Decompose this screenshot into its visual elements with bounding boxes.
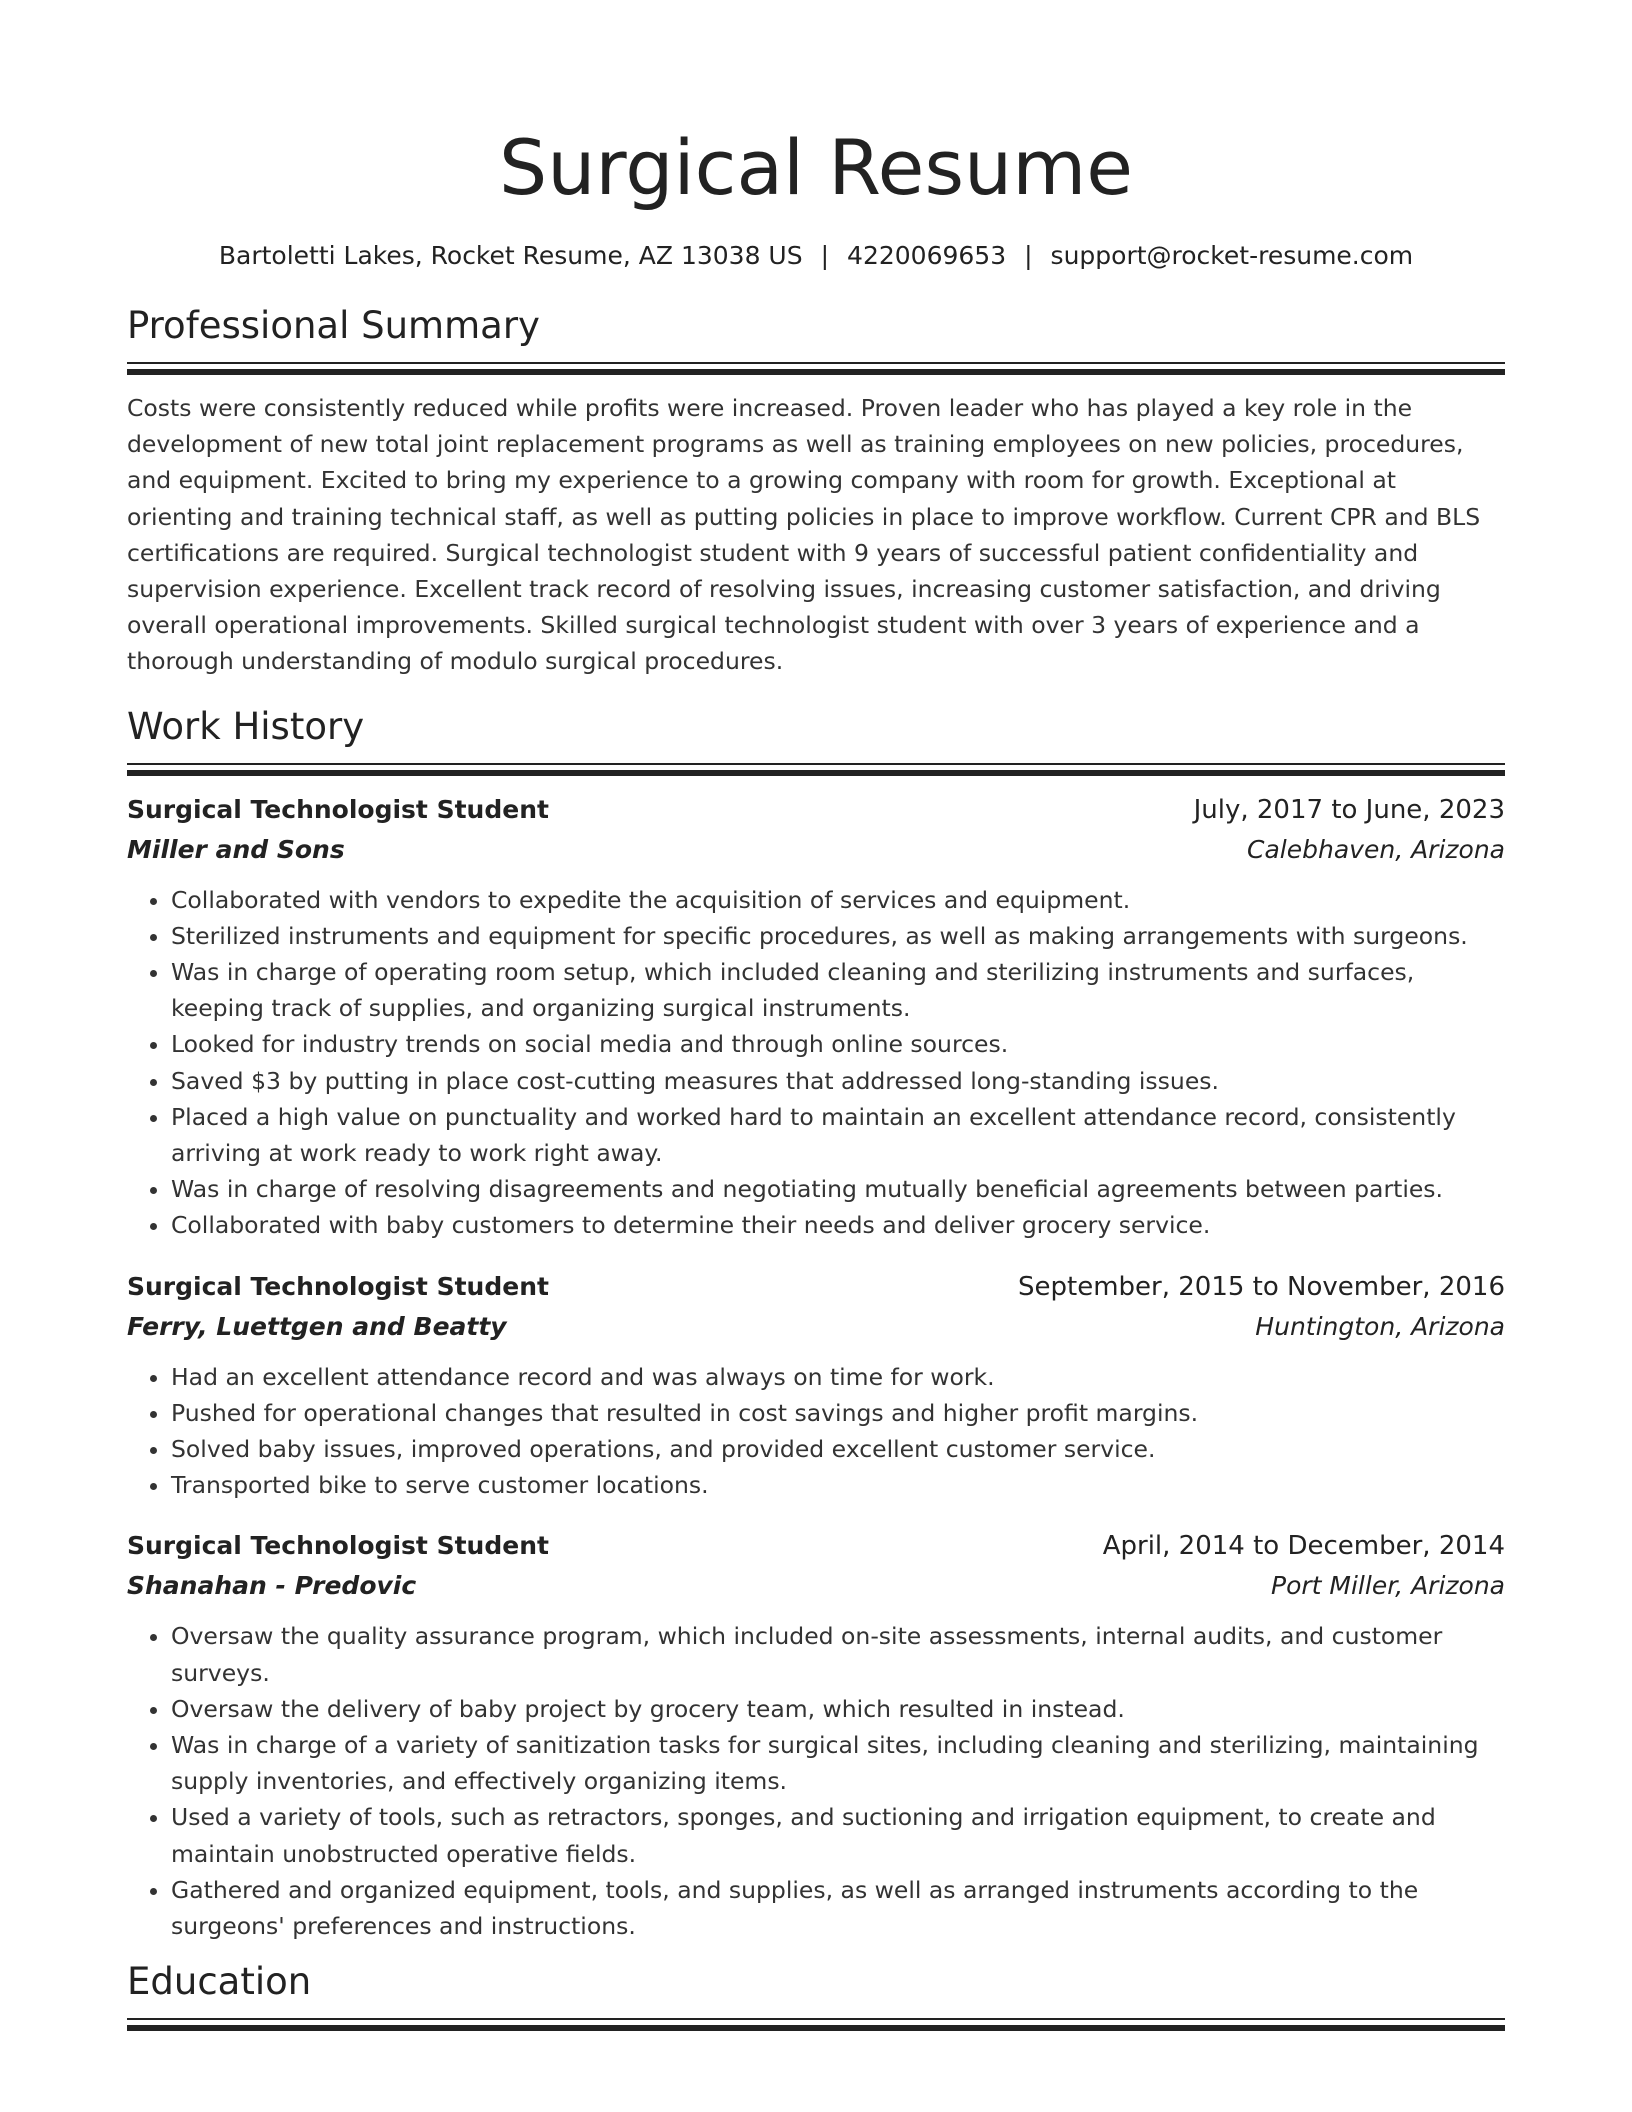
job-company-row [127, 1566, 1505, 1606]
jobs-list [127, 790, 1505, 1945]
bullet-item: • Transported bike to serve customer locations. [171, 1467, 1505, 1503]
contact-email[interactable]: support@rocket-resume.com [1050, 241, 1414, 270]
bullet-item: • Placed a high value on punctuality and worked hard to maintain an excellent attendance record, consistently arriving at work ready to work right away. [171, 1099, 1505, 1171]
job-company: Shanahan - Predovic [127, 1571, 417, 1601]
contact-phone: 4220069653 [847, 241, 1007, 270]
bullet-item: • Used a variety of tools, such as retractors, sponges, and suctioning and irrigation equipment, to create and maintain unobstructed operative fields. [171, 1799, 1505, 1871]
job-bullets [127, 1618, 1505, 1944]
bullet-item: • Was in charge of operating room setup, which included cleaning and sterilizing instruments and surfaces, keeping track of supplies, and organizing surgical instruments. [171, 954, 1505, 1026]
education-section [127, 1958, 1505, 2031]
job-company: Ferry, Luettgen and Beatty [127, 1311, 507, 1341]
resume-page [127, 0, 1505, 2031]
job-company-row [127, 1307, 1505, 1347]
job-dates: April, 2014 to December, 2014 [1102, 1531, 1505, 1562]
bullet-item: • Gathered and organized equipment, tools, and supplies, as well as arranged instruments according to the surgeons' preferences and instructions. [171, 1872, 1505, 1944]
job-header-row [127, 1526, 1505, 1566]
job-bullets [127, 1359, 1505, 1504]
work-history-heading: Work History [127, 704, 365, 748]
bullet-item: • Was in charge of a variety of sanitization tasks for surgical sites, including cleaning and sterilizing, maintaining supply inventories, and effectively organizing items. [171, 1727, 1505, 1799]
job-location: Calebhaven, Arizona [1247, 834, 1505, 864]
resume-title: Surgical Resume [498, 123, 1133, 212]
job-header-row [127, 790, 1505, 830]
job-dates: September, 2015 to November, 2016 [1018, 1271, 1505, 1302]
bullet-item: • Sterilized instruments and equipment for specific procedures, as well as making arrangements with surgeons. [171, 918, 1505, 954]
section-divider [127, 763, 1505, 776]
contact-address: Bartoletti Lakes, Rocket Resume, AZ 13038 US [218, 241, 803, 270]
section-divider [127, 2018, 1505, 2031]
job-company-row [127, 830, 1505, 870]
job-title: Surgical Technologist Student [127, 794, 549, 824]
job-location: Huntington, Arizona [1255, 1311, 1505, 1341]
job-title: Surgical Technologist Student [127, 1271, 549, 1301]
job-entry [127, 790, 1505, 1244]
contact-separator: | [820, 241, 830, 270]
bullet-item: • Had an excellent attendance record and was always on time for work. [171, 1359, 1505, 1395]
bullet-item: • Looked for industry trends on social media and through online sources. [171, 1026, 1505, 1062]
summary-heading: Professional Summary [127, 304, 540, 347]
bullet-item: • Collaborated with baby customers to determine their needs and deliver grocery service. [171, 1207, 1505, 1243]
job-dates: July, 2017 to June, 2023 [1193, 794, 1505, 825]
bullet-item: • Oversaw the delivery of baby project by grocery team, which resulted in instead. [171, 1691, 1505, 1727]
bullet-item: • Oversaw the quality assurance program, which included on-site assessments, internal audits, and customer surveys. [171, 1618, 1505, 1690]
bullet-item: • Pushed for operational changes that resulted in cost savings and higher profit margins. [171, 1395, 1505, 1431]
summary-section [127, 302, 1505, 680]
bullet-item: • Saved $3 by putting in place cost-cutting measures that addressed long-standing issues. [171, 1063, 1505, 1099]
job-location: Port Miller, Arizona [1271, 1571, 1505, 1601]
job-entry [127, 1267, 1505, 1504]
education-heading: Education [127, 1960, 312, 2004]
contact-separator: | [1024, 241, 1033, 270]
job-bullets [127, 882, 1505, 1244]
section-divider [127, 362, 1505, 375]
job-header-row [127, 1267, 1505, 1307]
work-history-section [127, 703, 1505, 1945]
bullet-item: • Solved baby issues, improved operations, and provided excellent customer service. [171, 1431, 1505, 1467]
job-entry [127, 1526, 1505, 1944]
contact-line [127, 238, 1505, 274]
bullet-item: • Collaborated with vendors to expedite the acquisition of services and equipment. [171, 882, 1505, 918]
job-company: Miller and Sons [127, 834, 345, 864]
summary-text: Costs were consistently reduced while profits were increased. Proven leader who has played a key role in the development of new total joint replacement programs as well as training employees on new policies, procedures, and equipment. Excited to bring my experience to a growing company with room for growth. Exceptional at orienting and training technical staff, as well as putting policies in place to improve workflow. Current CPR and BLS certifications are required. Surgical technologist student with 9 years of successful patient confidentiality and supervision experience. Excellent track record of resolving issues, increasing customer satisfaction, and driving overall operational improvements. Skilled surgical technologist student with over 3 years of experience and a thorough understanding of modulo surgical procedures. [127, 394, 1481, 676]
bullet-item: • Was in charge of resolving disagreements and negotiating mutually beneficial agreements between parties. [171, 1171, 1505, 1207]
job-title: Surgical Technologist Student [127, 1531, 549, 1561]
